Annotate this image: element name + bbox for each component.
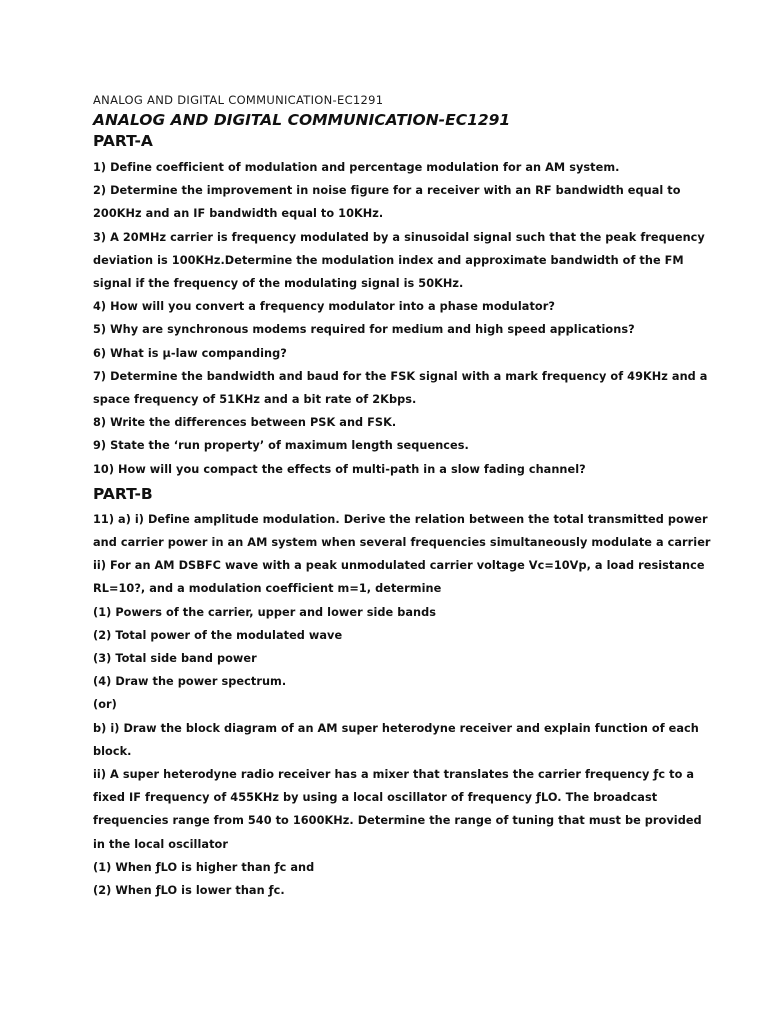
question-line: in the local oscillator bbox=[93, 837, 228, 851]
question-line: (2) When ƒLO is lower than ƒc. bbox=[93, 884, 285, 898]
question-line: (1) When ƒLO is higher than ƒc and bbox=[93, 860, 315, 874]
question-line: 1) Define coefficient of modulation and percentage modulation for an AM system. bbox=[93, 161, 620, 174]
question-line: (2) Total power of the modulated wave bbox=[93, 628, 343, 642]
question-line: (3) Total side band power bbox=[93, 652, 257, 666]
question-line: (or) bbox=[93, 698, 117, 712]
question-line: 9) State the ‘run property’ of maximum length sequences. bbox=[93, 439, 469, 453]
question-line: deviation is 100KHz.Determine the modulation index and approximate bandwidth of the FM bbox=[93, 253, 684, 267]
question-line: space frequency of 51KHz and a bit rate of 2Kbps. bbox=[93, 393, 417, 407]
question-line: (4) Draw the power spectrum. bbox=[93, 675, 287, 689]
question-line: 10) How will you compact the effects of multi-path in a slow fading channel? bbox=[93, 462, 586, 476]
question-line: and carrier power in an AM system when several frequencies simultaneously modulate a carrier bbox=[93, 536, 711, 550]
question-line: RL=10?, and a modulation coefficient m=1, determine bbox=[93, 582, 442, 596]
question-line: ii) For an AM DSBFC wave with a peak unmodulated carrier voltage Vc=10Vp, a load resistance bbox=[93, 559, 705, 573]
question-line: 4) How will you convert a frequency modulator into a phase modulator? bbox=[93, 300, 555, 314]
question-line: 5) Why are synchronous modems required for medium and high speed applications? bbox=[93, 323, 635, 337]
document-page bbox=[93, 92, 733, 902]
question-line: frequencies range from 540 to 1600KHz. Determine the range of tuning that must be provided bbox=[93, 814, 702, 828]
question-line: 200KHz and an IF bandwidth equal to 10KHz. bbox=[93, 207, 384, 221]
question-line: ii) A super heterodyne radio receiver has a mixer that translates the carrier frequency ƒc to a bbox=[93, 768, 695, 782]
question-line: (1) Powers of the carrier, upper and lower side bands bbox=[93, 605, 437, 619]
part-b-questions bbox=[93, 508, 733, 902]
question-line: signal if the frequency of the modulating signal is 50KHz. bbox=[93, 277, 464, 291]
question-line: block. bbox=[93, 744, 132, 758]
question-line: b) i) Draw the block diagram of an AM super heterodyne receiver and explain function of each bbox=[93, 721, 699, 735]
part-a-questions bbox=[93, 156, 733, 481]
document-header: ANALOG AND DIGITAL COMMUNICATION-EC1291 bbox=[93, 93, 384, 107]
question-line: 11) a) i) Define amplitude modulation. Derive the relation between the total transmitted power bbox=[93, 512, 708, 526]
question-line: 8) Write the differences between PSK and FSK. bbox=[93, 416, 397, 430]
question-line: 7) Determine the bandwidth and baud for the FSK signal with a mark frequency of 49KHz and a bbox=[93, 369, 708, 383]
document-title: ANALOG AND DIGITAL COMMUNICATION-EC1291 bbox=[93, 111, 511, 129]
question-line: 6) What is µ-law companding? bbox=[93, 346, 287, 360]
question-line: fixed IF frequency of 455KHz by using a local oscillator of frequency ƒLO. The broadcast bbox=[93, 791, 658, 805]
part-b-heading: PART-B bbox=[93, 484, 153, 503]
part-a-heading: PART-A bbox=[93, 132, 153, 150]
question-line: 3) A 20MHz carrier is frequency modulated by a sinusoidal signal such that the peak frequency bbox=[93, 230, 705, 244]
question-line: 2) Determine the improvement in noise figure for a receiver with an RF bandwidth equal to bbox=[93, 184, 681, 198]
